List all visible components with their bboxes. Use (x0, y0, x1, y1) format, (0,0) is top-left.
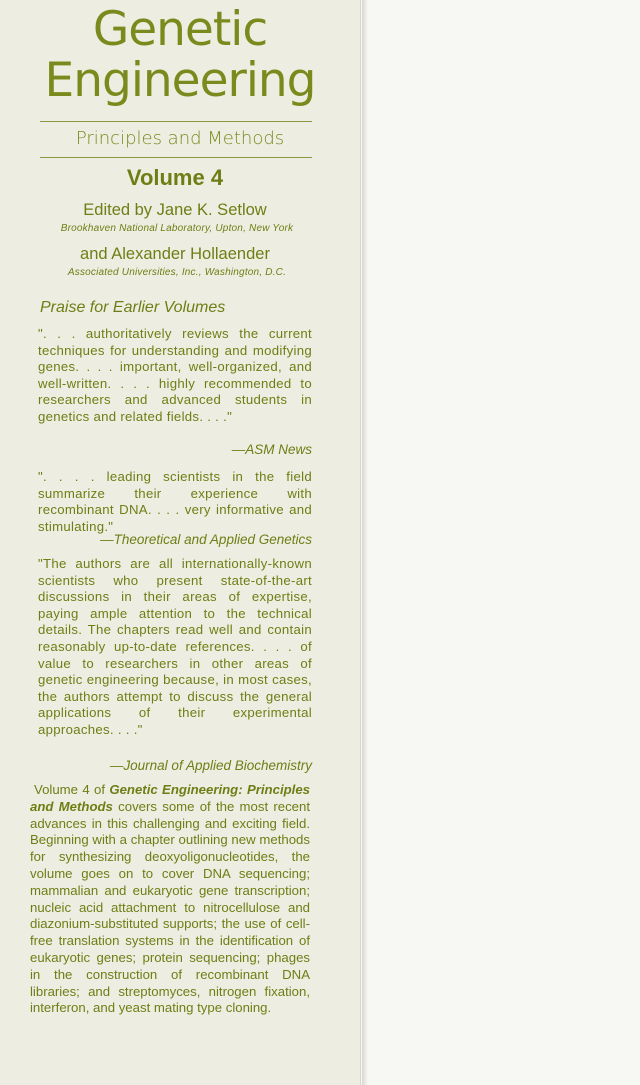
page-gutter-shadow (362, 0, 368, 1085)
quote-source-2: —Theoretical and Applied Genetics (100, 532, 312, 547)
subtitle: Principles and Methods (75, 128, 285, 149)
divider-bottom (40, 157, 312, 158)
volume-label: Volume 4 (126, 165, 224, 190)
divider-top (40, 121, 312, 122)
affiliation-1: Brookhaven National Laboratory, Upton, New York (60, 223, 294, 234)
quote-1: ". . . authoritatively reviews the current techniques for understanding and modifying genes. . . . important, well-organized, and well-written. . . . highly recommended to researchers and advanced students in genetics and related fields. . . ." (38, 326, 312, 424)
editor-1: Edited by Jane K. Setlow (83, 201, 267, 219)
affiliation-2: Associated Universities, Inc., Washington, D.C. (67, 267, 287, 278)
quote-source-3: —Journal of Applied Biochemistry (109, 758, 312, 773)
book-description (30, 782, 310, 1017)
quote-2: ". . . . leading scientists in the field summarize their experience with recombinant DNA. . . . very informative and stimulating." (38, 469, 312, 534)
quote-source-1: —ASM News (231, 442, 312, 457)
title-line-1: Genetic (92, 2, 268, 57)
description-body: covers some of the most recent advances in this challenging and exciting field. Beginning with a chapter outlining new methods for synthesizing deoxyoligonucleotides, the volume goes on to cover DNA sequencing; mammalian and eukaryotic gene transcription; nucleic acid attachment to nitrocellulose and diazonium-substituted supports; the use of cell-free translation systems in the identification of eukaryotic genes; protein sequencing; phages in the construction of recombinant DNA libraries; and streptomyces, nitrogen fixation, interferon, and yeast mating type cloning. (30, 798, 310, 1016)
description-prefix: Volume 4 of (34, 782, 110, 797)
quote-3: "The authors are all internationally-known scientists who present state-of-the-art discussions in their areas of expertise, paying ample attention to the technical details. The chapters read well and contain reasonably up-to-date references. . . . of value to researchers in other areas of genetic engineering because, in most cases, the authors attempt to discuss the general applications of their experimental approaches. . . ." (38, 556, 312, 737)
editor-2: and Alexander Hollaender (80, 245, 270, 263)
description-book-title: Genetic Engineering: Principles and Methods (30, 782, 310, 814)
praise-heading: Praise for Earlier Volumes (40, 299, 226, 316)
blank-page (361, 0, 640, 1085)
title-line-2: Engineering (44, 53, 316, 108)
